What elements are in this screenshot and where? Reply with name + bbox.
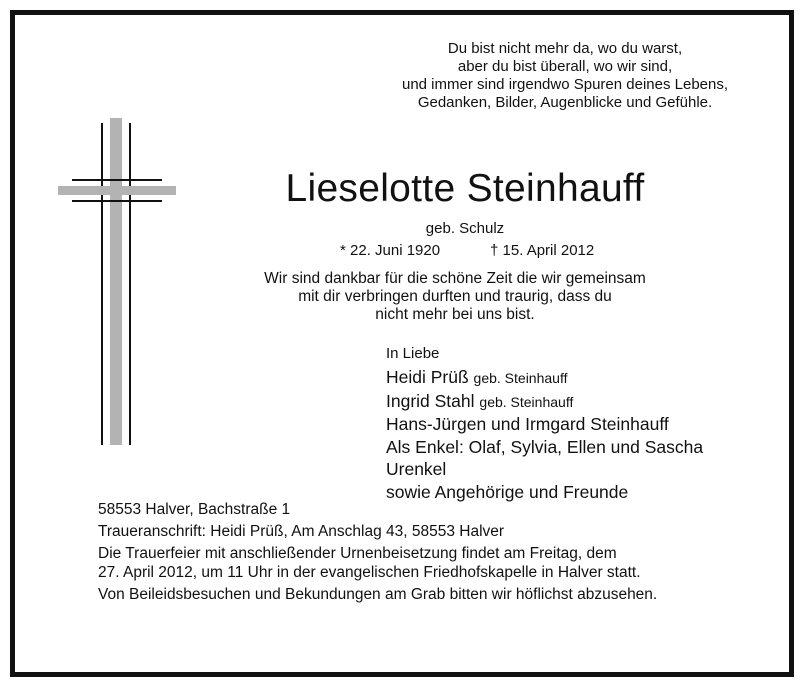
mourner-name: sowie Angehörige und Freunde [386, 481, 629, 502]
thanks-text [230, 270, 680, 324]
birth-date: * 22. Juni 1920 [340, 242, 441, 259]
mourner-item [386, 366, 786, 390]
mourner-name: Ingrid Stahl [386, 390, 475, 411]
quote-line: Du bist nicht mehr da, wo du warst, [447, 40, 683, 57]
funeral-info [98, 500, 768, 607]
death-date: † 15. April 2012 [490, 242, 595, 259]
ceremony-line: Die Trauerfeier mit anschließender Urnenbeisetzung findet am Freitag, dem [98, 545, 617, 562]
thanks-line: Wir sind dankbar für die schöne Zeit die wir gemeinsam [264, 270, 646, 287]
mourner-note: geb. Steinhauff [473, 370, 568, 386]
mourner-item [386, 413, 786, 436]
home-address: 58553 Halver, Bachstraße 1 [98, 501, 291, 518]
thanks-line: mit dir verbringen durften und traurig, dass du [298, 288, 612, 305]
ceremony-text [98, 544, 768, 582]
condolence-request: Von Beileidsbesuchen und Bekundungen am Grab bitten wir höflichst abzusehen. [98, 586, 658, 603]
mourner-item [386, 436, 786, 459]
mourner-name: Urenkel [386, 459, 447, 479]
mourner-item [386, 390, 786, 414]
mourner-name: Hans-Jürgen und Irmgard Steinhauff [386, 414, 669, 434]
quote-line: aber du bist überall, wo wir sind, [457, 58, 673, 75]
quote-line: und immer sind irgendwo Spuren deines Lebens, [401, 76, 729, 93]
memorial-quote [360, 40, 770, 112]
thanks-line: nicht mehr bei uns bist. [375, 306, 535, 323]
maiden-name: geb. Schulz [425, 220, 505, 237]
mourners-intro: In Liebe [386, 345, 440, 362]
ceremony-line: 27. April 2012, um 11 Uhr in der evangelischen Friedhofskapelle in Halver statt. [98, 564, 641, 581]
quote-line: Gedanken, Bilder, Augenblicke und Gefühle. [417, 94, 713, 111]
mourner-item [386, 458, 786, 481]
mourner-note: geb. Steinhauff [479, 393, 574, 410]
mourning-address: Traueranschrift: Heidi Prüß, Am Anschlag 43, 58553 Halver [98, 523, 505, 540]
mourners-list [386, 344, 786, 503]
deceased-name: Lieselotte Steinhauff [285, 167, 645, 210]
mourner-name: Als Enkel: Olaf, Sylvia, Ellen und Sascha [386, 436, 704, 457]
mourner-name: Heidi Prüß [386, 367, 469, 387]
